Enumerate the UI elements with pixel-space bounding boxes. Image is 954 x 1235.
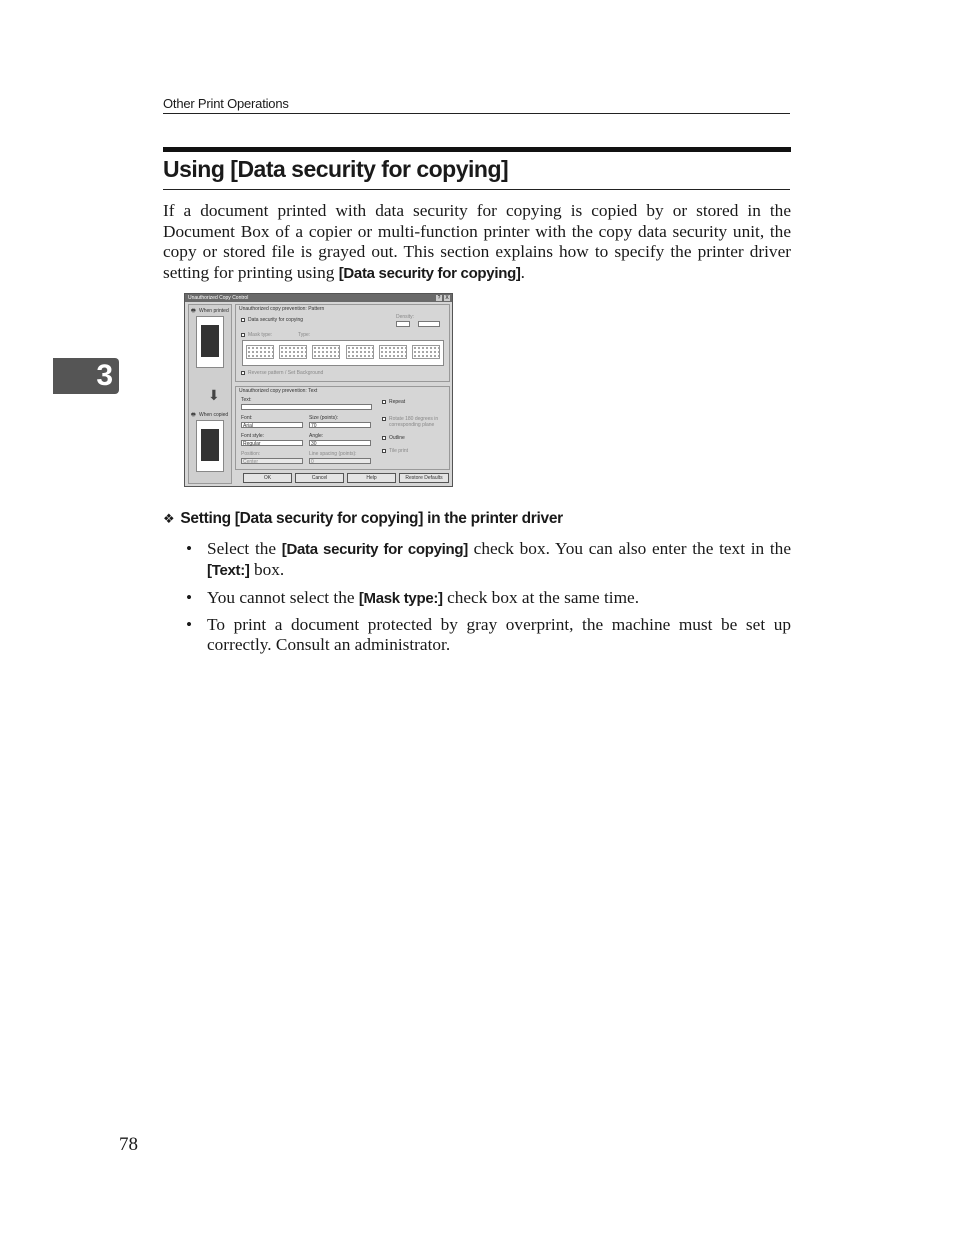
text-group [235,386,450,470]
position-value: Center [243,459,259,465]
dialog-screenshot [184,293,453,487]
close-icon[interactable]: X [445,295,449,301]
pattern-option[interactable] [312,345,340,359]
font-style-label: Font style: [241,433,265,439]
mask-type-checkbox[interactable] [241,333,245,337]
help-icon[interactable]: ? [437,295,441,301]
outline-label: Outline [389,435,405,441]
angle-select[interactable] [309,440,371,446]
tile-checkbox[interactable] [382,449,386,453]
pattern-option[interactable] [379,345,407,359]
diamond-icon: ❖ [163,512,175,527]
line-spacing-select[interactable] [309,458,371,464]
when-copied-label: When copied [199,412,229,418]
printer-icon: 🖶 [191,308,196,314]
page-title: Using [Data security for copying] [163,156,790,190]
bullet-text: You cannot select the [207,587,359,607]
list-item [186,615,791,656]
intro-end: . [520,262,525,282]
bullet-text: check box at the same time. [442,587,640,607]
bullet-bold: [Text:] [207,562,250,580]
bullet-text: Select the [207,539,282,558]
type-label: Type: [298,332,311,338]
chapter-tab [53,358,119,394]
text-group-label: Unauthorized copy prevention: Text [239,388,318,394]
intro-text: If a document printed with data security for copying is copied by or stored in the Document Box of a copier or multi-function printer with the copy data security unit, the copy or stored file is grayed out. This section explains how to specify the printer driver setting for printing using [163,201,791,282]
size-value: 70 [311,423,317,429]
procedure-list [186,539,791,661]
reverse-pattern-label: Reverse pattern / Set Background [248,370,324,376]
running-head: Other Print Operations [163,96,790,114]
text-label: Text: [241,397,252,403]
size-select[interactable] [309,422,371,428]
angle-label: Angle: [309,433,324,439]
font-label: Font: [241,415,253,421]
pattern-option[interactable] [246,345,274,359]
procedure-heading [163,510,790,528]
restore-defaults-button[interactable]: Restore Defaults [399,473,449,483]
angle-value: 30 [311,441,317,447]
density-label: Density: [396,314,415,320]
dialog-title-bar [185,294,452,302]
data-security-label: Data security for copying [248,317,304,323]
pattern-option[interactable] [279,345,307,359]
bullet-bold: [Mask type:] [358,589,443,607]
help-button[interactable]: Help [347,473,396,483]
copied-page-preview [196,420,224,472]
pattern-option[interactable] [412,345,440,359]
pattern-list[interactable] [242,340,444,366]
dialog-title: Unauthorized Copy Control [188,295,249,301]
page-number: 78 [119,1134,138,1155]
data-security-checkbox[interactable] [241,318,245,322]
size-label: Size (points): [309,415,339,421]
tile-label: Tile print [389,448,408,454]
chapter-number: 3 [96,359,113,392]
density-slider[interactable] [418,321,440,327]
title-rule [163,147,791,152]
list-item [186,539,791,582]
printed-page-preview [196,316,224,368]
repeat-label: Repeat [389,399,406,405]
copier-icon: 🖶 [191,412,196,418]
font-value: Arial [243,423,254,429]
when-printed-label: When printed [199,308,229,314]
text-input[interactable] [241,404,372,410]
bullet-text: check box. You can also enter the text in the [467,539,791,558]
rotate-label: Rotate 180 degrees in corresponding plane [389,416,439,428]
bullet-text: To print a document protected by gray overprint, the machine must be set up correctly. Consult an administrator. [207,614,791,655]
preview-panel [188,304,232,484]
mask-type-label: Mask type: [248,332,273,338]
intro-bold: [Data security for copying] [338,264,521,282]
pattern-group [235,304,450,382]
intro-paragraph [163,201,791,284]
repeat-checkbox[interactable] [382,400,386,404]
outline-checkbox[interactable] [382,436,386,440]
cancel-button[interactable]: Cancel [295,473,344,483]
position-label: Position: [241,451,261,457]
bullet-bold: [Data security for copying] [281,541,468,558]
pattern-option[interactable] [346,345,374,359]
reverse-pattern-checkbox[interactable] [241,371,245,375]
line-spacing-label: Line spacing (points): [309,451,357,457]
list-item [186,588,791,609]
procedure-heading-text: Setting [Data security for copying] in the printer driver [180,510,563,527]
arrow-down-icon: ⬇ [208,387,220,403]
ok-button[interactable]: OK [243,473,292,483]
bullet-text: box. [249,560,285,580]
pattern-group-label: Unauthorized copy prevention: Pattern [239,306,325,312]
density-select[interactable] [396,321,410,327]
rotate-checkbox[interactable] [382,417,386,421]
line-spacing-value: 0 [311,459,314,465]
font-style-value: Regular [243,441,261,447]
